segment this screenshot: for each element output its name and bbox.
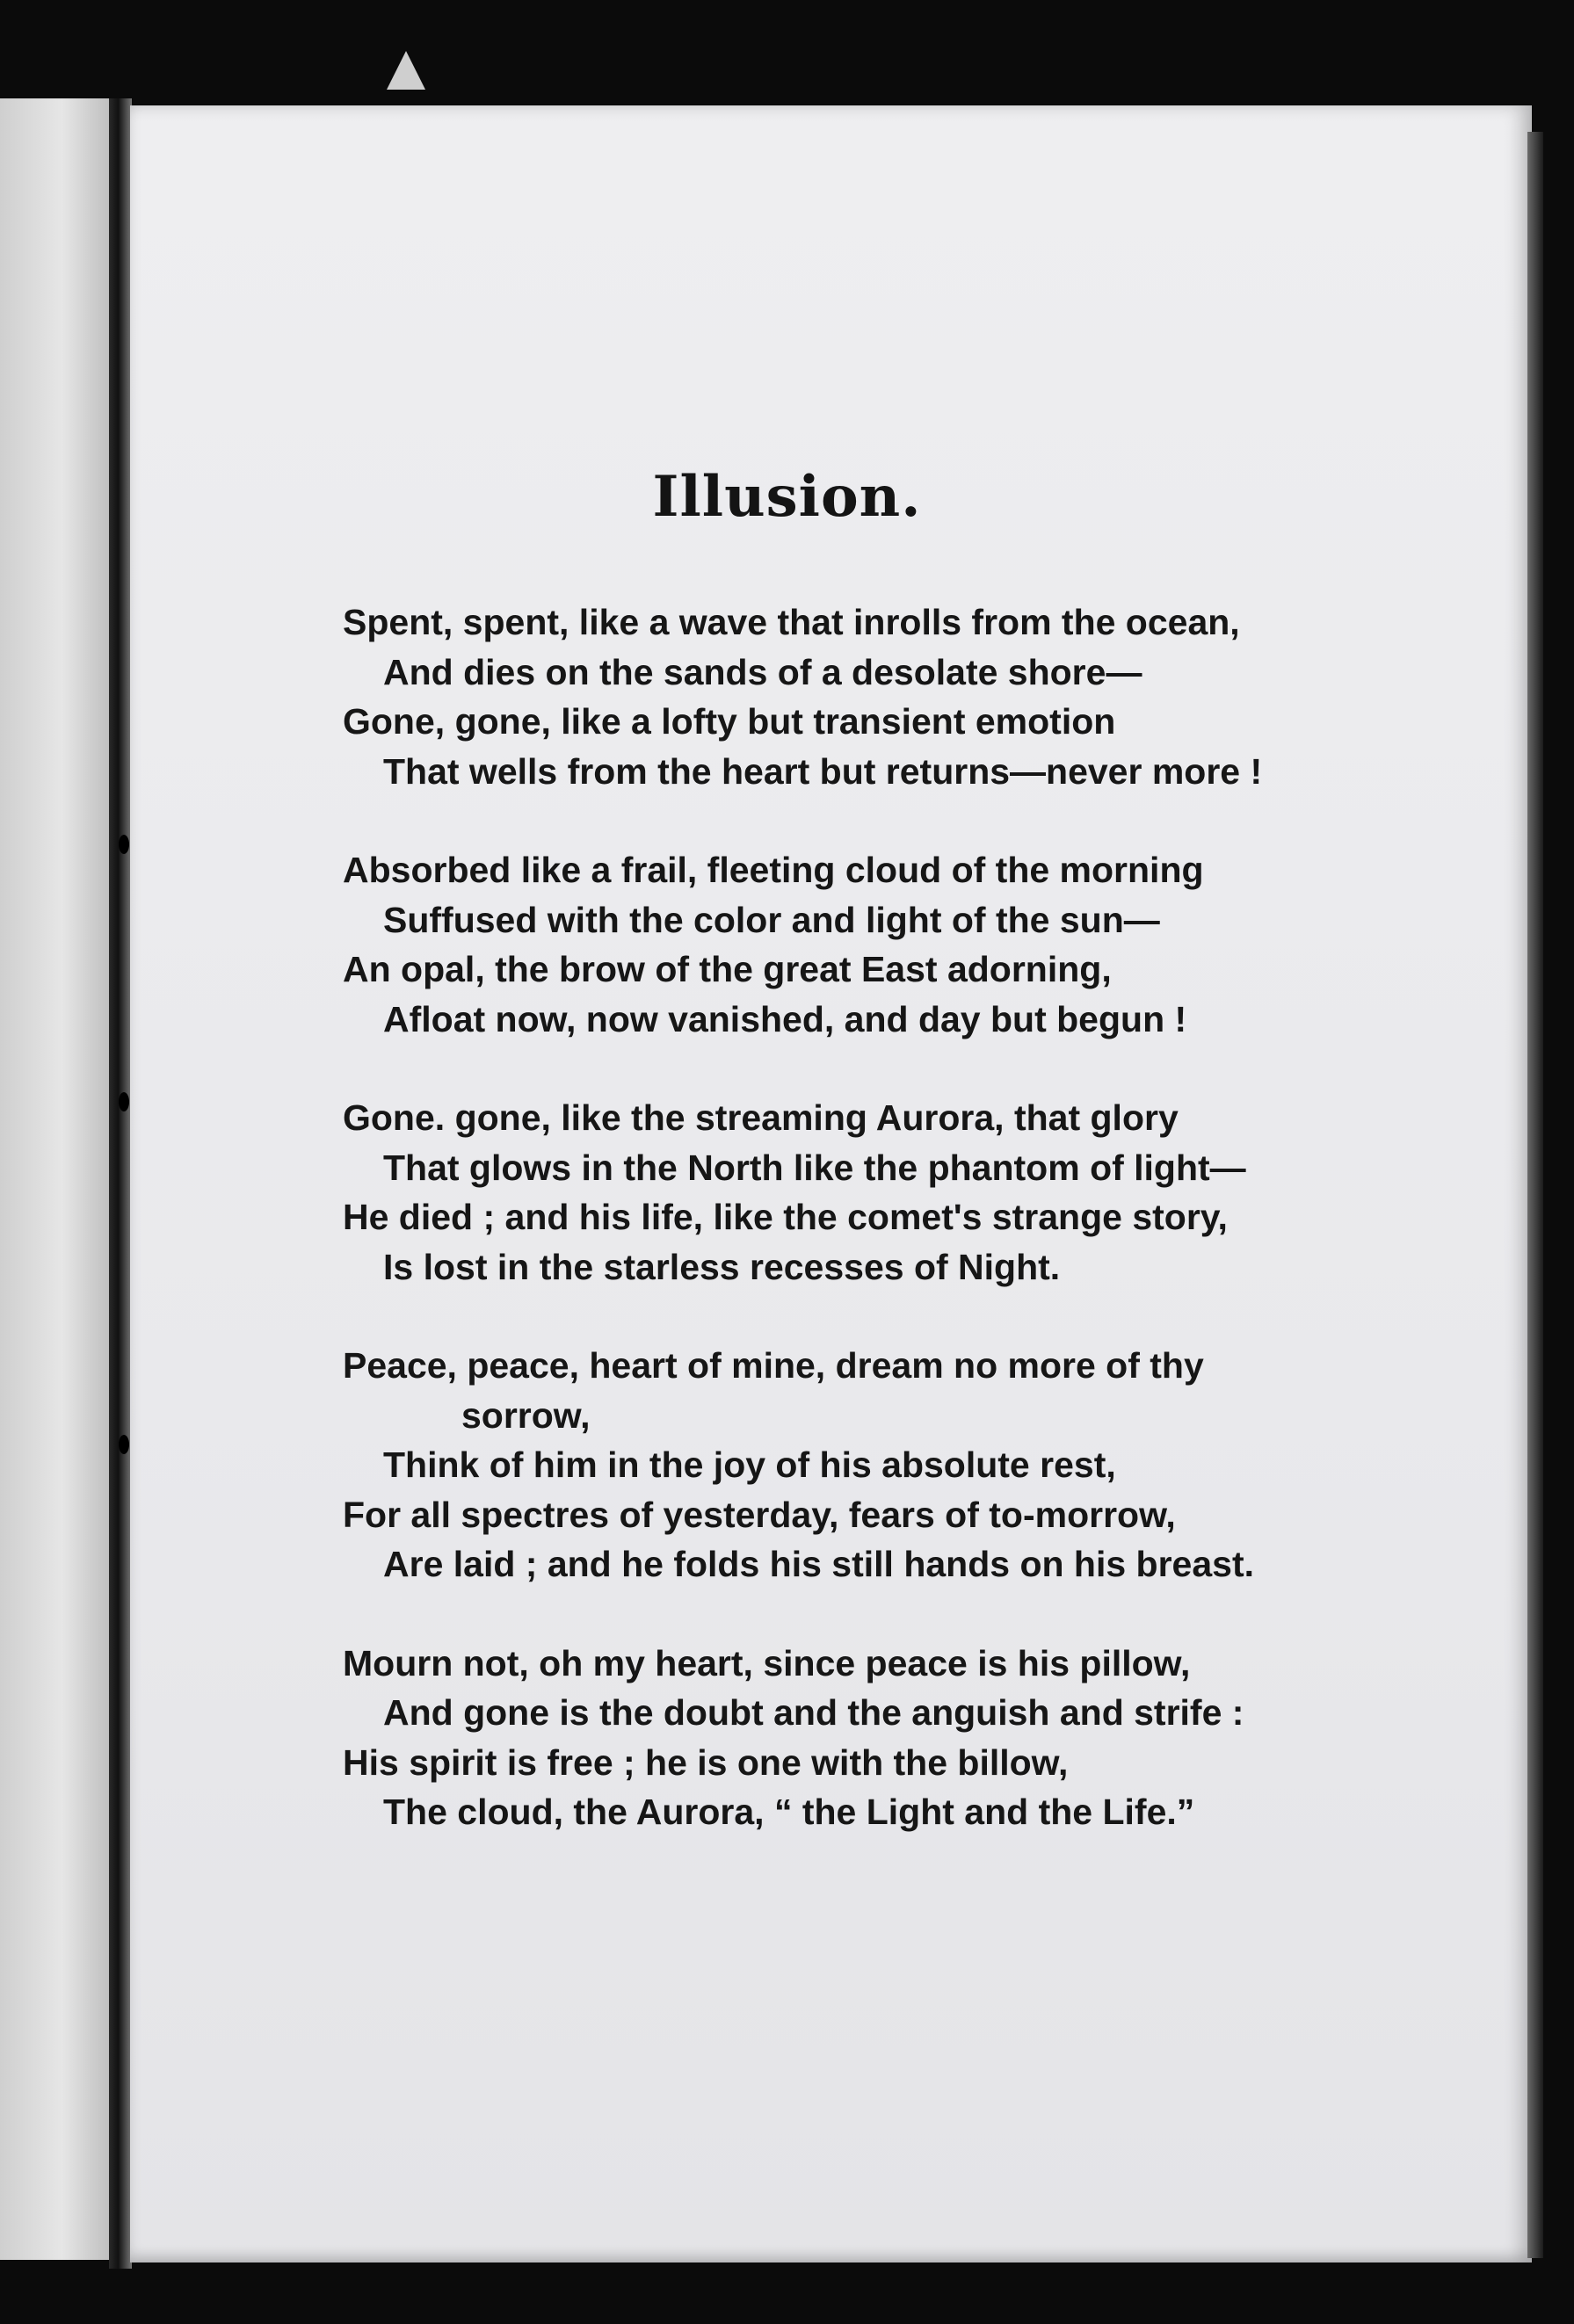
stanza-3 — [343, 1093, 1485, 1292]
poem-line: Gone. gone, like the streaming Aurora, that glory — [343, 1097, 1179, 1138]
stanza-1 — [343, 597, 1485, 796]
poem-line: Suffused with the color and light of the sun— — [383, 899, 1160, 940]
poem-line: And dies on the sands of a desolate shore— — [383, 651, 1142, 692]
poem-line: That wells from the heart but returns—never more ! — [383, 750, 1263, 792]
poem-line: For all spectres of yesterday, fears of to-morrow, — [343, 1494, 1176, 1535]
poem-line: Spent, spent, like a wave that inrolls from the ocean, — [343, 602, 1240, 642]
poem-line: An opal, the brow of the great East adorning, — [343, 949, 1112, 989]
gutter-mark — [119, 835, 129, 854]
stanza-2 — [343, 845, 1485, 1044]
poem-line: His spirit is free ; he is one with the billow, — [343, 1741, 1069, 1783]
stanza-5 — [343, 1639, 1485, 1837]
poem-line: Absorbed like a frail, fleeting cloud of the morning — [343, 850, 1204, 890]
poem-title: Illusion. — [652, 464, 922, 530]
poem-line: Peace, peace, heart of mine, dream no more of thy — [343, 1345, 1204, 1386]
poem-line: Gone, gone, like a lofty but transient emotion — [343, 701, 1116, 742]
poem-line: Mourn not, oh my heart, since peace is his pillow, — [343, 1642, 1191, 1683]
poem-line: Is lost in the starless recesses of Night. — [383, 1246, 1061, 1287]
poem-body — [343, 597, 1485, 1886]
scan-artifact — [387, 51, 425, 90]
poem-line: Are laid ; and he folds his still hands on his breast. — [383, 1544, 1255, 1584]
poem-line: He died ; and his life, like the comet's strange story, — [343, 1197, 1228, 1237]
stanza-4 — [343, 1341, 1485, 1589]
poem-line: sorrow, — [461, 1394, 591, 1436]
poem-line: Afloat now, now vanished, and day but begun ! — [383, 998, 1187, 1039]
poem-line: And gone is the doubt and the anguish and strife : — [383, 1692, 1244, 1733]
gutter-mark — [119, 1092, 129, 1111]
poem-line: That glows in the North like the phantom of light— — [383, 1147, 1246, 1188]
poem-line: The cloud, the Aurora, “ the Light and the Life.” — [383, 1792, 1195, 1832]
gutter-mark — [119, 1435, 129, 1454]
poem-line: Think of him in the joy of his absolute rest, — [383, 1444, 1116, 1485]
book-gutter — [109, 98, 132, 2269]
adjacent-page-edge — [0, 98, 112, 2260]
page-right-edge — [1527, 132, 1543, 2258]
